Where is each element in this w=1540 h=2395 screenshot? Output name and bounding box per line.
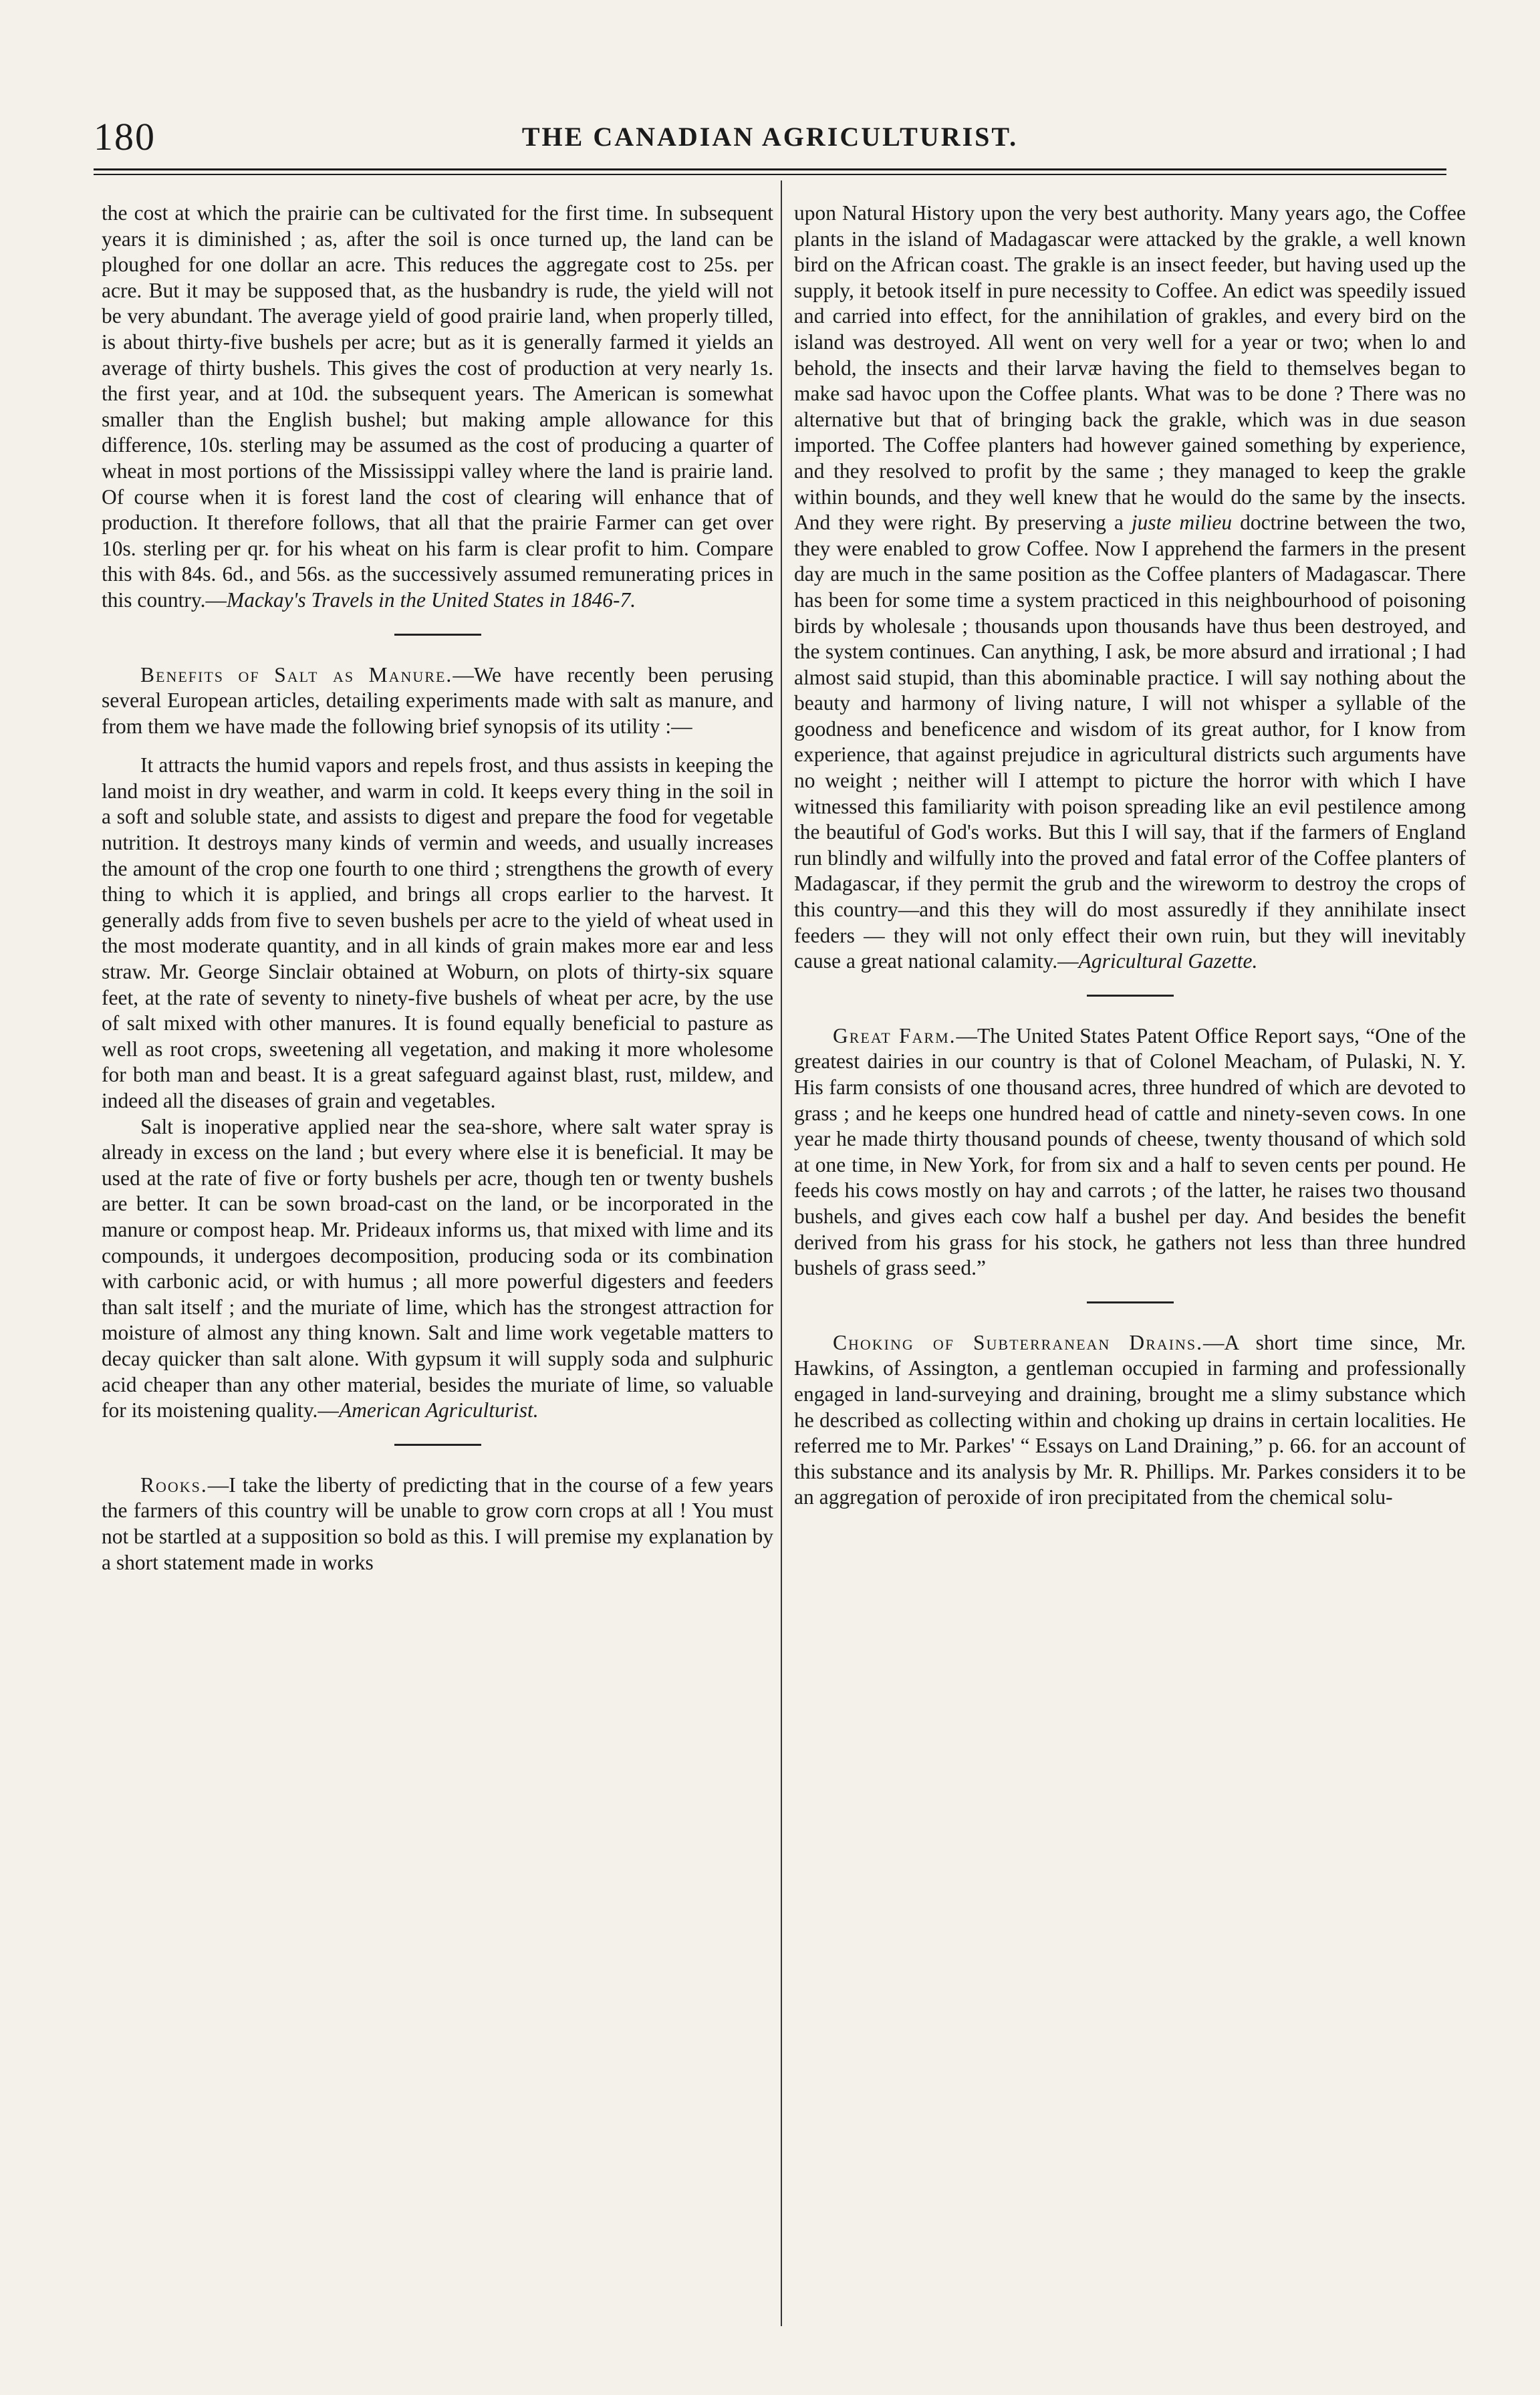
right-column xyxy=(794,201,1466,1511)
section-separator xyxy=(1087,995,1174,997)
header-rule xyxy=(94,168,1446,175)
great-farm-article xyxy=(794,1023,1466,1281)
page-number: 180 xyxy=(94,115,156,158)
salt-article-paragraph-2 xyxy=(102,1114,773,1424)
drains-article xyxy=(794,1330,1466,1511)
section-separator xyxy=(394,634,481,636)
prairie-article xyxy=(102,201,773,614)
rooks-continuation xyxy=(794,201,1466,975)
rooks-text: —I take the liberty of predicting that in the course of a few years the farmers of this country will be unable to grow corn crops at all ! You must not be startled at a supposition so bold as this. I will premise my explanation by a short statement made in works xyxy=(102,1473,773,1574)
great-farm-title: Great Farm. xyxy=(833,1023,956,1047)
great-farm-text: —The United States Patent Office Report says, “One of the greatest dairies in our country is that of Colonel Meacham, of Pulaski, N. Y. His farm consists of one thousand acres, three hundred of which are devoted to grass ; and he keeps one hundred head of cattle and ninety-seven cows. In one year he made thirty thousand pounds of cheese, twenty thousand of which sold at one time, in New York, for from six and a half to seven cents per pound. He feeds his cows mostly on hay and carrots ; of the latter, he raises two thousand bushels, and gives each cow half a bushel per day. And besides the benefit derived from his grass for his stock, he gathers not less than three hundred bushels of grass seed.” xyxy=(794,1023,1466,1280)
section-separator xyxy=(1087,1301,1174,1303)
rooks-source: Agricultural Gazette. xyxy=(1078,949,1258,973)
rooks-article xyxy=(102,1473,773,1575)
prairie-text: the cost at which the prairie can be cultivated for the first time. In subsequent years it is diminished ; as, after the soil is once turned up, the land can be ploughed for one dollar an acre. This reduces the aggregate cost to 25s. per acre. But it may be supposed that, as the husbandry is rude, the yield will not be very abundant. The average yield of good prairie land, when properly tilled, is about thirty-five bushels per acre; but as it is generally farmed it yields an average of thirty bushels. This gives the cost of production at very nearly 1s. the first year, and at 10d. the subsequent years. The American is somewhat smaller than the English bushel; but making ample allowance for this difference, 10s. sterling may be assumed as the cost of producing a quarter of wheat in most portions of the Mississippi valley where the land is prairie land. Of course when it is forest land the cost of clearing will enhance that of production. It therefore follows, that all that the prairie Farmer can get over 10s. sterling per qr. for his wheat on his farm is clear profit to him. Compare this with 84s. 6d., and 56s. as the successively assumed remunerating prices in this country.— xyxy=(102,201,773,612)
page-header xyxy=(94,114,1446,160)
salt-article-text-2: Salt is inoperative applied near the sea-shore, where salt water spray is already in excess on the land ; but every where else it is beneficial. It may be used at the rate of five or forty bushels per acre, though ten or twenty bushels are better. It can be sown broad-cast on the land, or be incorporated in the manure or compost heap. Mr. Prideaux informs us, that mixed with lime and its compounds, it undergoes decomposition, producing soda or its combination with carbonic acid, or with humus ; all more powerful digesters and feeders than salt itself ; and the muriate of lime, which has the strongest attraction for moisture of almost any thing known. Salt and lime work vegetable matters to decay quicker than salt alone. With gypsum it will supply soda and sulphuric acid cheaper than any other material, besides the muriate of lime, so valuable for its moistening quality.— xyxy=(102,1114,773,1422)
salt-article-intro-text: —We have recently been perusing several European articles, detailing experiments made with salt as manure, and from them we have made the following brief synopsis of its utility :— xyxy=(102,662,773,738)
rooks-title: Rooks. xyxy=(140,1473,208,1497)
salt-article-title: Benefits of Salt as Manure. xyxy=(140,662,453,686)
rooks-cont-text-2: doctrine between the two, they were enabled to grow Coffee. Now I apprehend the farmers in the present day are much in the same position as the Coffee planters of Madagascar. There has been for some time a system practiced in this neighbourhood of poisoning birds by wholesale ; thousands upon thousands have thus been destroyed, and the system continues. Can anything, I ask, be more absurd and irrational ; I had almost said stupid, than this abominable practice. I will say nothing about the beauty and harmony of living nature, I will not whisper a syllable of the goodness and beneficence and wisdom of its great author, for I know from experience, that against prejudice in agricultural districts such arguments have no weight ; neither will I attempt to picture the horror with which I have witnessed this familiarity with poison spreading like an evil pestilence among the beautiful of God's works. But this I will say, that if the farmers of England run blindly and wilfully into the proved and fatal error of the Coffee planters of Madagascar, if they permit the grub and the wireworm to destroy the crops of this country—and this they will do most assuredly if they annihilate insect feeders — they will not only effect their own ruin, but they will inevitably cause a great national calamity.— xyxy=(794,511,1466,973)
column-divider xyxy=(781,180,782,2326)
rooks-italic-phrase: juste milieu xyxy=(1131,511,1233,535)
salt-article-paragraph: It attracts the humid vapors and repels frost, and thus assists in keeping the land moist in dry weather, and warm in cold. It keeps every thing in the soil in a soft and soluble state, and assists to digest and prepare the food for vegetable nutrition. It destroys many kinds of vermin and weeds, and usually increases the amount of the crop one fourth to one third ; strengthens the growth of every thing to which it is applied, and brings all crops earlier to the harvest. It generally adds from five to seven bushels per acre to the yield of wheat used in the most moderate quantity, and in all kinds of grain makes more ear and less straw. Mr. George Sinclair obtained at Woburn, on plots of thirty-six square feet, at the rate of seventy to ninety-five bushels of wheat per acre, by the use of salt mixed with other manures. It is found equally beneficial to pasture as well as root crops, sweetening all vegetation, and making it more wholesome for both man and beast. It is a great safeguard against blast, rust, mildew, and indeed all the diseases of grain and vegetables. xyxy=(102,753,773,1112)
section-separator xyxy=(394,1444,481,1446)
salt-article-source: American Agriculturist. xyxy=(338,1398,539,1422)
drains-text: —A short time since, Mr. Hawkins, of Assington, a gentleman occupied in farming and professionally engaged in land-surveying and draining, brought me a slimy substance which he described as collecting within and choking up drains in certain localities. He referred me to Mr. Parkes' “ Essays on Land Draining,” p. 66. for an account of this substance and its analysis by Mr. R. Phillips. Mr. Parkes considers it to be an aggregation of peroxide of iron precipitated from the chemical solu- xyxy=(794,1330,1466,1509)
left-column xyxy=(102,201,773,1575)
drains-title: Choking of Subterranean Drains. xyxy=(833,1330,1204,1354)
rooks-cont-text: upon Natural History upon the very best authority. Many years ago, the Coffee plants in the island of Madagascar were attacked by the grakle, a well known bird on the African coast. The grakle is an insect feeder, but having used up the supply, it betook itself in pure necessity to Coffee. An edict was speedily issued and carried into effect, for the annihilation of grakles, and every bird on the island was destroyed. All went on very well for a year or two; when lo and behold, the insects and their larvæ having the field to themselves began to make sad havoc upon the Coffee plants. What was to be done ? There was no alternative but that of bringing back the grakle, which was in due season imported. The Coffee planters had however gained something by experience, and they resolved to profit by the same ; they managed to keep the grakle within bounds, and they well knew that he would do the same by the insects. And they were right. By preserving a xyxy=(794,201,1466,535)
running-title: THE CANADIAN AGRICULTURIST. xyxy=(521,122,1019,152)
prairie-source: Mackay's Travels in the United States in 1846-7. xyxy=(226,588,636,612)
salt-article-intro xyxy=(102,662,773,740)
